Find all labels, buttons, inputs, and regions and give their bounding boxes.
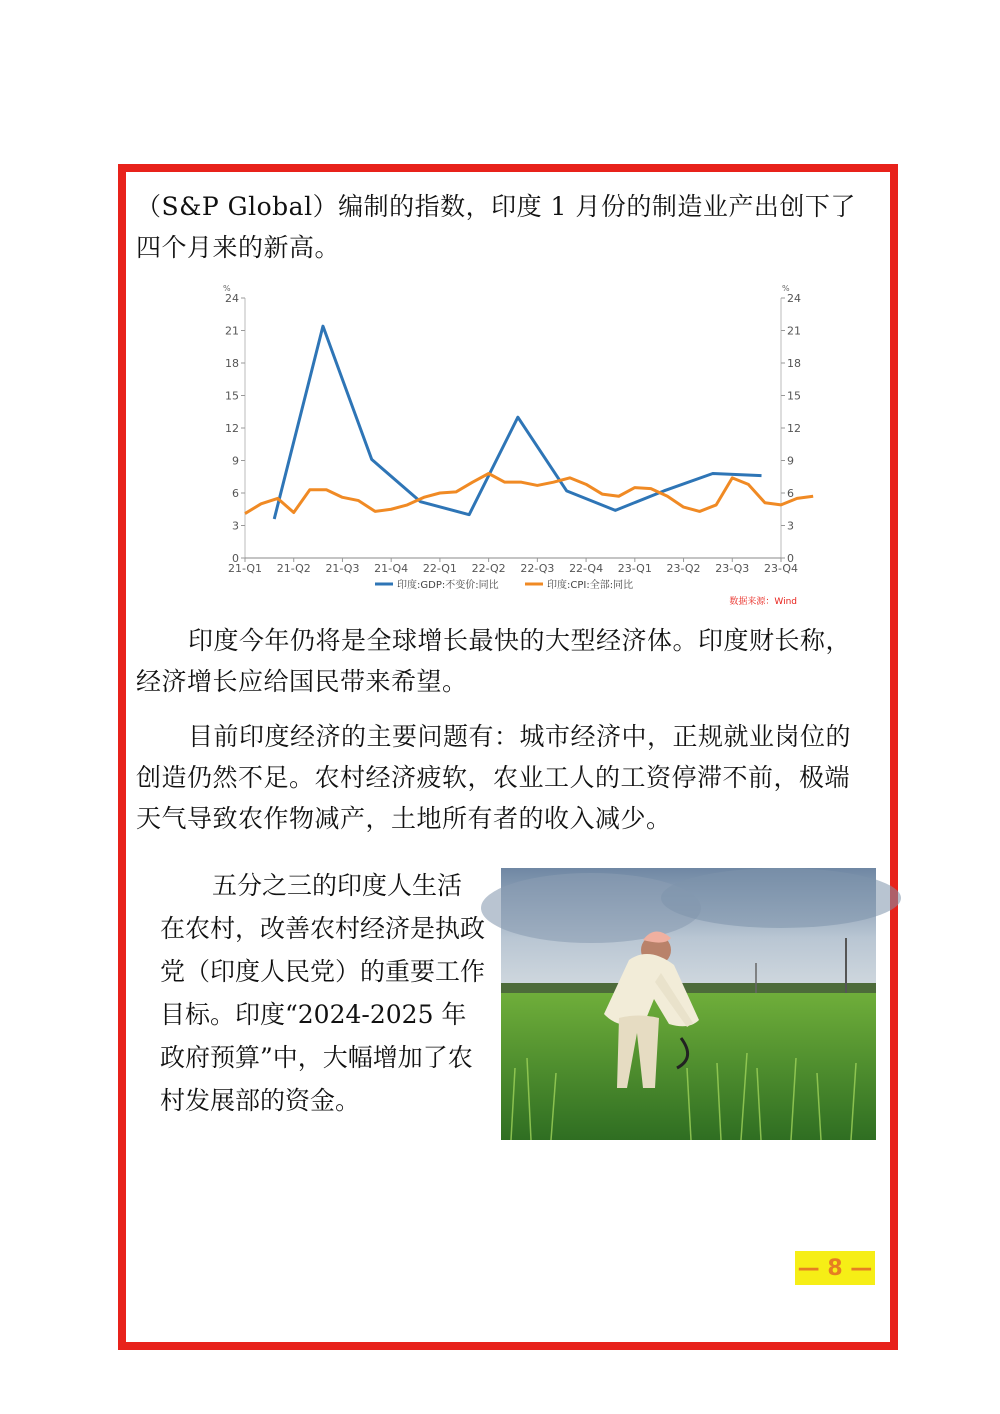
chart-source: 数据来源：Wind: [729, 597, 797, 607]
x-tick-label: 22-Q2: [471, 562, 506, 575]
y-tick-label-left: 9: [232, 454, 239, 468]
x-tick-label: 21-Q4: [374, 562, 409, 575]
y-tick-label-right: 3: [787, 519, 794, 533]
x-tick-label: 22-Q1: [422, 562, 457, 575]
y-tick-label-right: 21: [787, 324, 801, 338]
y-tick-label-left: 15: [225, 389, 239, 403]
y-tick-label-right: 18: [787, 357, 801, 370]
series-line-gdp: [274, 326, 761, 519]
y-tick-label-left: 3: [232, 519, 239, 533]
right-unit-label: %: [782, 284, 790, 293]
series-line-cpi: [245, 474, 813, 514]
paragraph-rural-economy: 五分之三的印度人生活在农村，改善农村经济是执政党（印度人民党）的重要工作目标。印度“2024-2025 年政府预算”中，大幅增加了农村发展部的资金。: [160, 871, 486, 1115]
y-tick-label-right: 0: [787, 552, 794, 565]
x-tick-label: 22-Q4: [569, 562, 604, 575]
left-unit-label: %: [223, 284, 231, 293]
legend-label-cpi: 印度:CPI:全部:同比: [547, 580, 634, 591]
x-tick-label: 21-Q2: [276, 562, 311, 575]
x-tick-label: 23-Q1: [617, 562, 652, 575]
y-tick-label-right: 9: [787, 454, 794, 468]
x-tick-label: 23-Q4: [763, 562, 799, 575]
y-tick-label-left: 12: [225, 422, 239, 435]
y-tick-label-right: 24: [787, 292, 801, 305]
paragraph-main-problems: 目前印度经济的主要问题有：城市经济中，正规就业岗位的创造仍然不足。农村经济疲软，农业工人的工资停滞不前，极端天气导致农作物减产，土地所有者的收入减少。: [136, 722, 852, 833]
paragraph-fastest-growing: 印度今年仍将是全球增长最快的大型经济体。印度财长称，经济增长应给国民带来希望。: [136, 626, 852, 696]
page-number: — 8 —: [795, 1251, 875, 1285]
y-tick-label-left: 24: [225, 292, 239, 305]
paragraph-sp-global: （S&P Global）编制的指数，印度 1 月份的制造业产出创下了四个月来的新高。: [136, 192, 856, 262]
farmer-in-rice-paddy-photo: [501, 868, 876, 1140]
x-tick-label: 22-Q3: [520, 562, 555, 575]
legend-label-gdp: 印度:GDP:不变价:同比: [397, 580, 499, 591]
y-tick-label-left: 0: [232, 552, 239, 565]
x-tick-label: 23-Q3: [715, 562, 750, 575]
y-tick-label-left: 6: [232, 487, 239, 500]
y-tick-label-left: 21: [225, 324, 239, 338]
x-tick-label: 23-Q2: [666, 562, 701, 575]
x-tick-label: 21-Q3: [325, 562, 360, 575]
y-tick-label-left: 18: [225, 357, 239, 370]
x-tick-label: 21-Q1: [227, 562, 263, 575]
india-gdp-cpi-chart: [225, 284, 805, 606]
y-tick-label-right: 15: [787, 389, 801, 403]
y-tick-label-right: 12: [787, 422, 801, 435]
y-tick-label-right: 6: [787, 487, 794, 500]
